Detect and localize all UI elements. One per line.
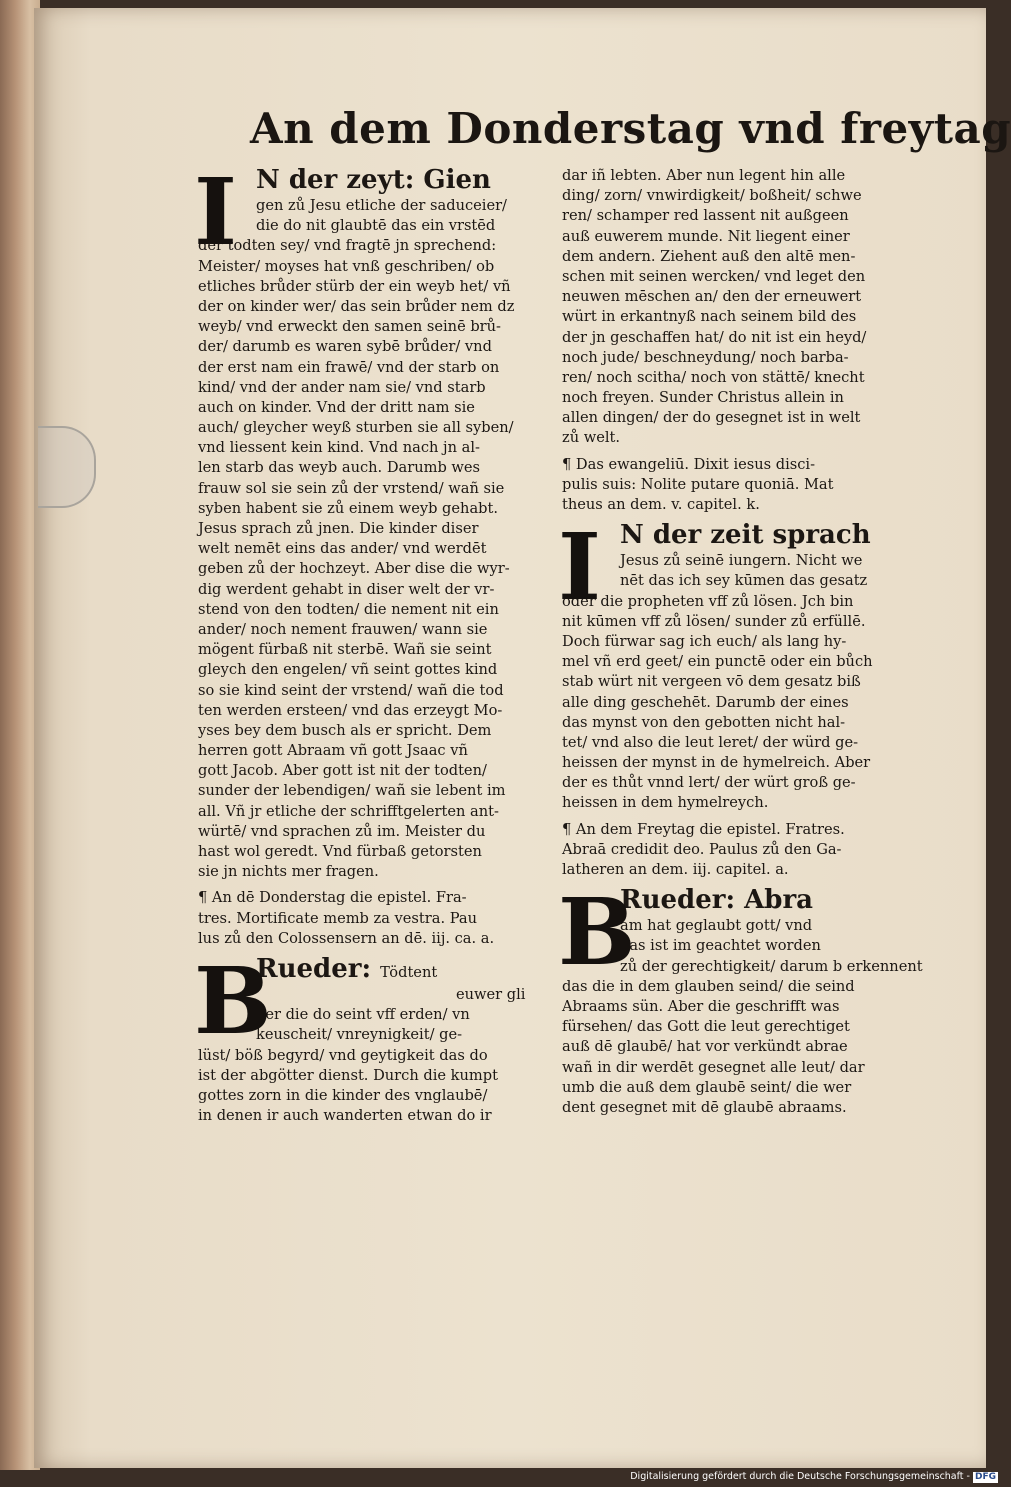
text-line: hast wol geredt. Vnd fürbaß getorsten bbox=[198, 843, 482, 860]
text-line: das die in dem glauben seind/ die seind bbox=[562, 977, 855, 995]
text-line: gen zů Jesu etliche der saduceier/ bbox=[256, 197, 507, 214]
rubric-line: pulis suis: Nolite putare quoniā. Mat bbox=[562, 475, 834, 493]
rubric bbox=[198, 888, 544, 949]
section-heading: N der zeit sprach bbox=[620, 520, 871, 551]
text-line: wañ in dir werdēt gesegnet alle leut/ dar bbox=[562, 1058, 865, 1076]
heading-word: Rueder: bbox=[256, 953, 372, 984]
text-line: auch on kinder. Vnd der dritt nam sie bbox=[198, 398, 475, 416]
text-line: der todten sey/ vnd fragtē jn sprechend: bbox=[198, 237, 497, 255]
paragraph bbox=[562, 592, 908, 814]
text-line: sie jn nichts mer fragen. bbox=[198, 863, 379, 881]
text-line: so sie kind seint der vrstend/ wañ die tod bbox=[198, 681, 504, 699]
text-line: sunder der lebendigen/ wañ sie lebent im bbox=[198, 782, 506, 800]
text-line: lüst/ böß begyrd/ vnd geytigkeit das do bbox=[198, 1046, 488, 1064]
footer-text: Digitalisierung gefördert durch die Deutsche Forschungsgemeinschaft - bbox=[630, 1471, 970, 1482]
text-line: ren/ schamper red lassent nit außgeen bbox=[562, 207, 849, 225]
text-line: ander/ noch nement frauwen/ wann sie bbox=[198, 620, 488, 638]
text-line: der jn geschaffen hat/ do nit ist ein heyd/ bbox=[562, 328, 867, 346]
text-line: ist der abgötter dienst. Durch die kumpt bbox=[198, 1066, 498, 1084]
text-line: kind/ vnd der ander nam sie/ vnd starb bbox=[198, 378, 486, 396]
text-line: würtē/ vnd sprachen zů im. Meister du bbox=[198, 822, 486, 840]
text-line: ding/ zorn/ vnwirdigkeit/ boßheit/ schwe bbox=[562, 187, 862, 205]
text-line: herren gott Abraam vñ gott Jsaac vñ bbox=[198, 742, 468, 760]
text-line: Jesus sprach zů jnen. Die kinder diser bbox=[198, 520, 479, 537]
text-line: die do nit glaubtē das ein vrstēd bbox=[256, 217, 496, 235]
text-line: allen dingen/ der do gesegnet ist in welt bbox=[562, 409, 861, 427]
paragraph bbox=[562, 166, 908, 449]
text-line: dar iñ lebten. Aber nun legent hin alle bbox=[562, 167, 846, 184]
text-line: welt nemēt eins das ander/ vnd werdēt bbox=[198, 540, 487, 558]
text-line: weyb/ vnd erweckt den samen seinē brů- bbox=[198, 318, 501, 336]
text-line: tet/ vnd also die leut leret/ der würd ge- bbox=[562, 733, 859, 751]
text-line: alle ding geschehēt. Darumb der eines bbox=[562, 693, 849, 711]
text-line: Doch fürwar sag ich euch/ als lang hy- bbox=[562, 632, 847, 650]
rubric bbox=[562, 820, 908, 881]
section-heading: N der zeyt: Gien bbox=[256, 165, 491, 195]
footer-credit bbox=[608, 1471, 998, 1487]
text-line: ten werden ersteen/ vnd das erzeygt Mo- bbox=[198, 701, 503, 719]
text-line: mögent fürbaß nit sterbē. Wañ sie seint bbox=[198, 641, 492, 659]
text-line: würt in erkantnyß nach seinem bild des bbox=[562, 308, 857, 326]
text-line: neuwen mēschen an/ den der erneuwert bbox=[562, 288, 862, 306]
text-line: auch/ gleycher weyß sturben sie all syben/ bbox=[198, 419, 514, 437]
text-line: das mynst von den gebotten nicht hal- bbox=[562, 713, 846, 731]
text-line: ren/ noch scitha/ noch von stättē/ knecht bbox=[562, 368, 865, 386]
text-line: der die do seint vff erden/ vn bbox=[256, 1006, 470, 1024]
rubric-line: Abraā credidit deo. Paulus zů den Ga- bbox=[562, 840, 842, 858]
drop-initial: B bbox=[558, 878, 636, 987]
text-line: frauw sol sie sein zů der vrstend/ wañ sie bbox=[198, 479, 505, 497]
text-line: etliches brůder stürb der ein weyb het/ vñ bbox=[198, 277, 511, 295]
dfg-logo: DFG bbox=[974, 1472, 996, 1482]
text-line: dent gesegnet mit dē glaubē abraams. bbox=[562, 1098, 847, 1116]
text-line: umb die auß dem glaubē seint/ die wer bbox=[562, 1078, 852, 1096]
text-line: yses bey dem busch als er spricht. Dem bbox=[198, 721, 492, 739]
text-line: vnd liessent kein kind. Vnd nach jn al- bbox=[198, 439, 480, 457]
rubric-line: ¶ An dem Freytag die epistel. Fratres. bbox=[562, 820, 845, 838]
text-line: in denen ir auch wanderten etwan do ir bbox=[198, 1107, 492, 1125]
text-line: euwer gli bbox=[456, 985, 526, 1003]
text-line: syben habent sie zů einem weyb gehabt. bbox=[198, 499, 498, 517]
text-line: nit kūmen vff zů lösen/ sunder zů erfüllē. bbox=[562, 612, 866, 630]
text-line: keuscheit/ vnreynigkeit/ ge- bbox=[256, 1026, 463, 1044]
text-line: gottes zorn in die kinder des vnglaubē/ bbox=[198, 1086, 488, 1104]
text-line: heissen in dem hymelreych. bbox=[562, 794, 769, 812]
paragraph bbox=[198, 236, 544, 882]
text-line: stend von den todten/ die nement nit ein bbox=[198, 600, 499, 618]
text-line: gott Jacob. Aber gott ist nit der todten/ bbox=[198, 762, 487, 780]
text-line: zů der gerechtigkeit/ darum b erkennent bbox=[620, 957, 923, 975]
text-line: der/ darumb es waren sybē brůder/ vnd bbox=[198, 338, 492, 356]
heading-tail: Tödtent bbox=[380, 963, 438, 981]
text-line: heissen der mynst in de hymelreich. Aber bbox=[562, 754, 871, 772]
right-column bbox=[558, 166, 923, 1118]
text-line: dig werdent gehabt in diser welt der vr- bbox=[198, 580, 495, 598]
section-heading: Rueder: Abra bbox=[620, 885, 814, 916]
text-line: dem andern. Ziehent auß den altē men- bbox=[562, 247, 856, 265]
drop-initial: I bbox=[558, 513, 602, 622]
drop-initial: B bbox=[194, 946, 272, 1055]
left-column bbox=[194, 158, 544, 1126]
running-head: An dem Donderstag vnd freytag bbox=[250, 104, 1011, 153]
paper-clip bbox=[38, 426, 96, 508]
text-line: Jesus zů seinē iungern. Nicht we bbox=[620, 552, 863, 570]
drop-initial: I bbox=[194, 158, 238, 266]
text-line: len starb das weyb auch. Darumb wes bbox=[198, 459, 481, 477]
text-line: der on kinder wer/ das sein brůder nem dz bbox=[198, 297, 515, 315]
text-line: Meister/ moyses hat vnß geschriben/ ob bbox=[198, 257, 495, 275]
paragraph bbox=[562, 977, 908, 1118]
text-line: auß euwerem munde. Nit liegent einer bbox=[562, 227, 850, 245]
text-line: oder die propheten vff zů lösen. Jch bin bbox=[562, 592, 854, 610]
text-line: mel vñ erd geet/ ein punctē oder ein bůch bbox=[562, 653, 873, 671]
text-line: stab würt nit vergeen vō dem gesatz biß bbox=[562, 673, 861, 691]
rubric-line: lus zů den Colossensern an dē. iij. ca. a. bbox=[198, 929, 495, 947]
text-line: auß dē glaubē/ hat vor verkündt abrae bbox=[562, 1038, 848, 1056]
text-line: zů welt. bbox=[562, 429, 621, 447]
text-line: noch freyen. Sunder Christus allein in bbox=[562, 389, 844, 407]
text-line: schen mit seinen wercken/ vnd leget den bbox=[562, 267, 866, 285]
text-line: noch jude/ beschneydung/ noch barba- bbox=[562, 348, 849, 366]
text-line: der erst nam ein frawē/ vnd der starb on bbox=[198, 358, 500, 376]
text-line: das ist im geachtet worden bbox=[620, 937, 821, 955]
rubric-line: latheren an dem. iij. capitel. a. bbox=[562, 861, 789, 878]
text-line: der es thůt vnnd lert/ der würt groß ge- bbox=[562, 774, 856, 792]
rubric bbox=[562, 455, 908, 516]
rubric-line: theus an dem. v. capitel. k. bbox=[562, 496, 760, 513]
rubric-line: ¶ An dē Donderstag die epistel. Fra- bbox=[198, 889, 467, 907]
rubric-line: tres. Mortificate memb za vestra. Pau bbox=[198, 909, 478, 927]
text-line: geben zů der hochzeyt. Aber dise die wyr- bbox=[198, 560, 510, 578]
text-line: gleych den engelen/ vñ seint gottes kind bbox=[198, 661, 498, 679]
text-line: fürsehen/ das Gott die leut gerechtiget bbox=[562, 1018, 850, 1036]
text-line: all. Vñ jr etliche der schrifftgelerten ant- bbox=[198, 802, 499, 820]
text-line: Abraams sün. Aber die geschrifft was bbox=[562, 997, 840, 1015]
rubric-line: ¶ Das ewangeliū. Dixit iesus disci- bbox=[562, 455, 816, 473]
text-line: nēt das ich sey kūmen das gesatz bbox=[620, 572, 868, 590]
text-line: am hat geglaubt gott/ vnd bbox=[620, 917, 813, 935]
